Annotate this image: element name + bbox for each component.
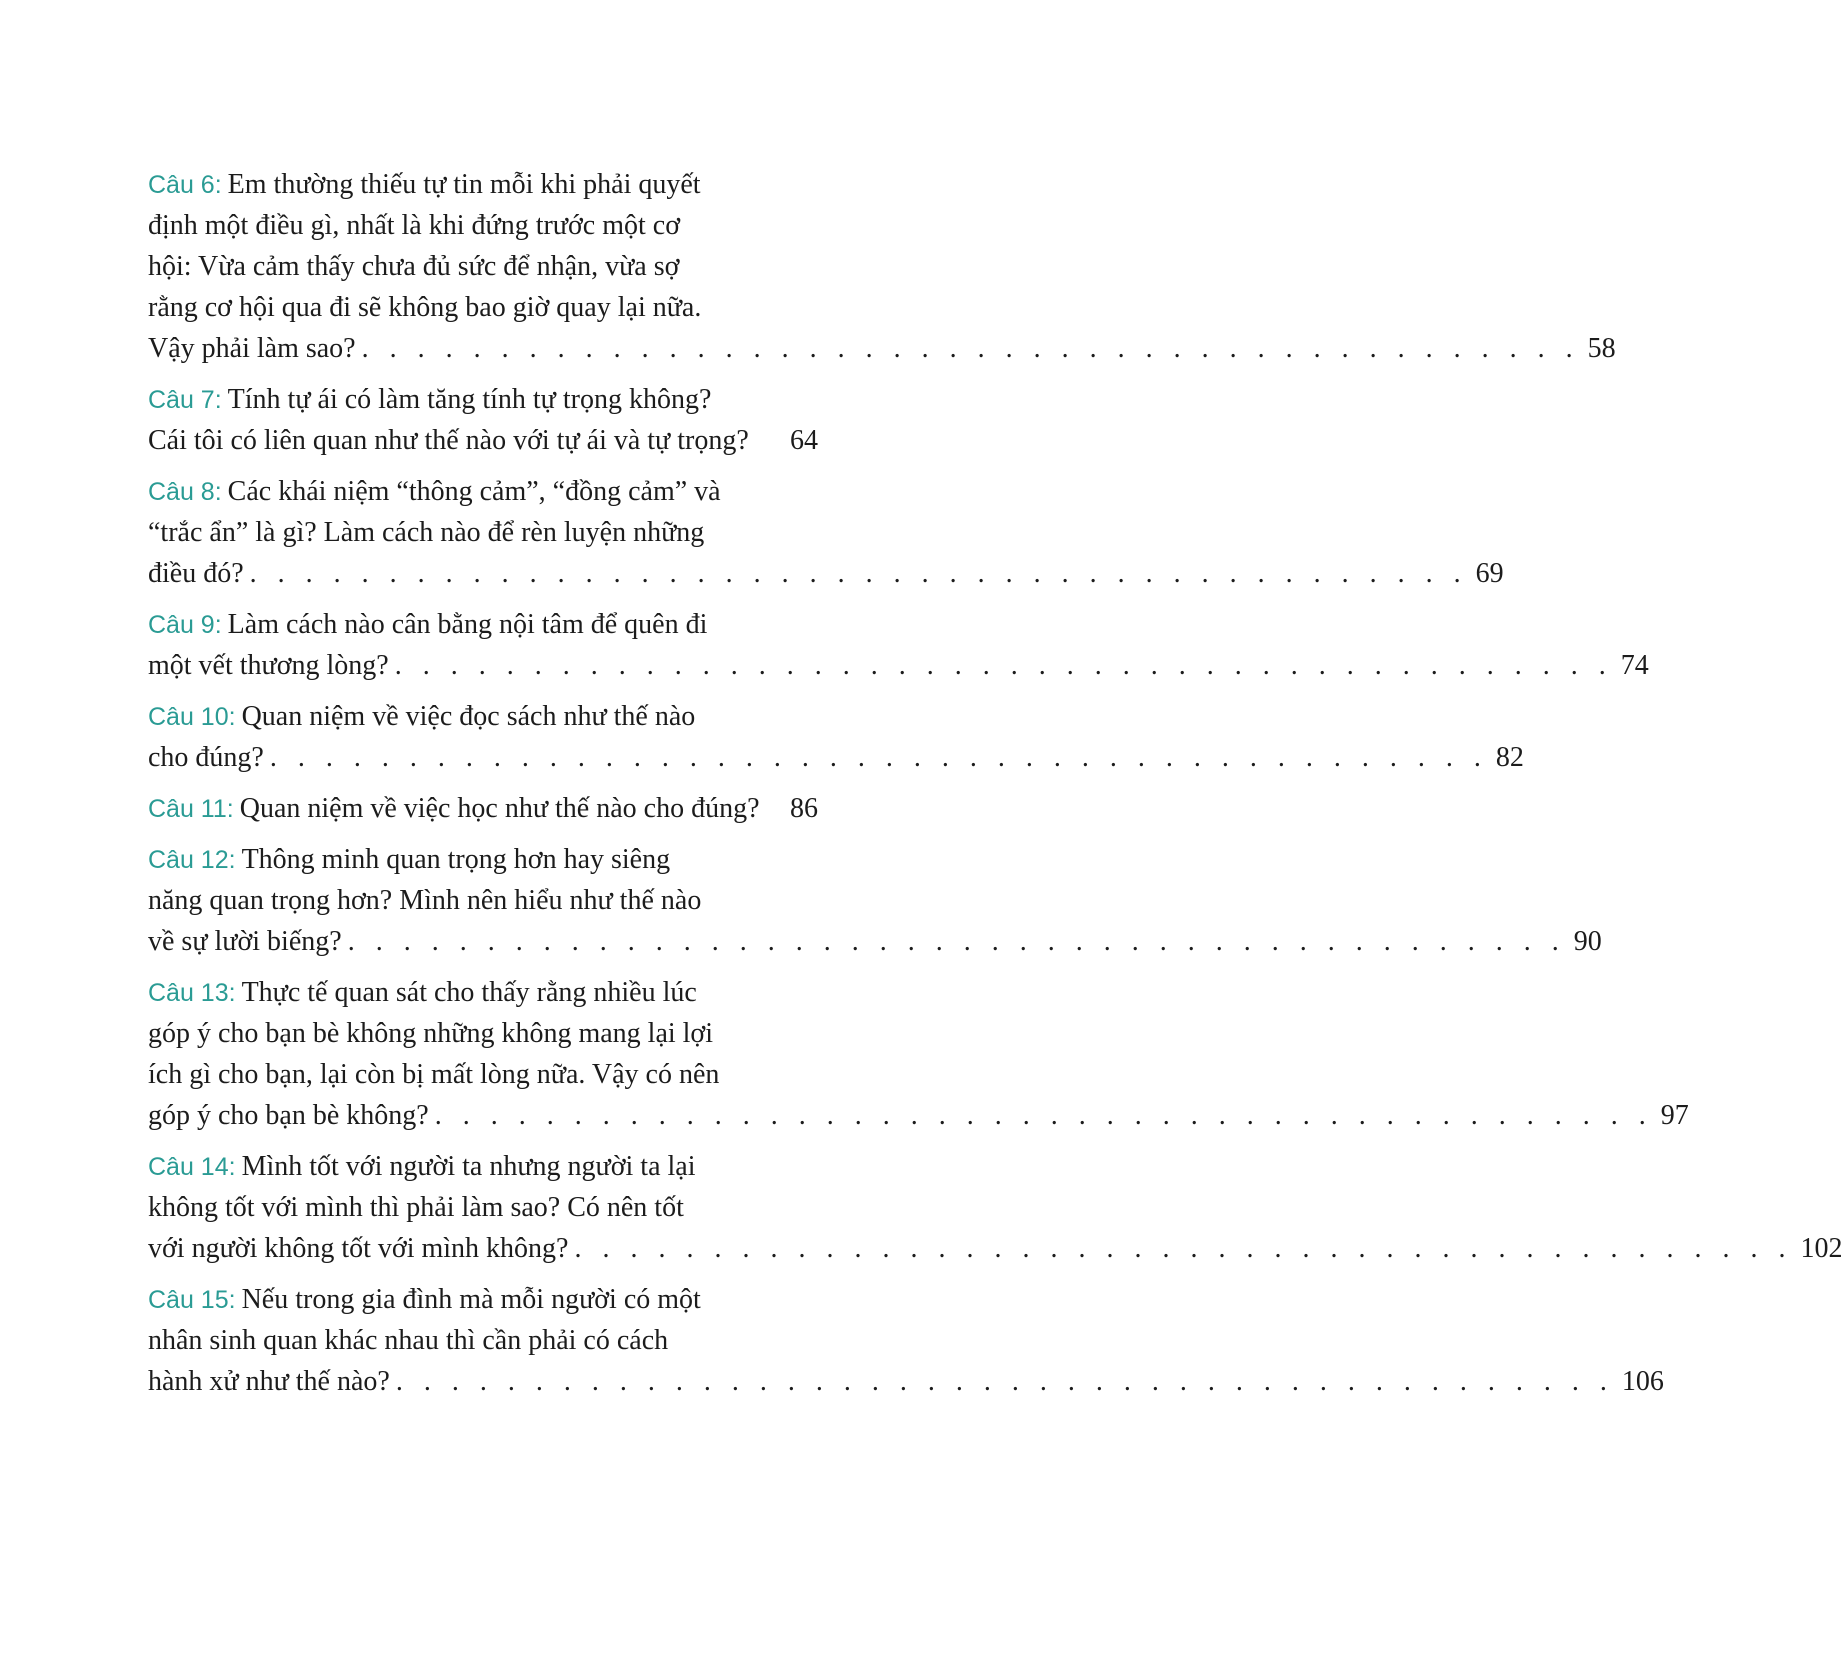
page-number: 102 xyxy=(1800,1233,1842,1264)
page-number: 69 xyxy=(1475,558,1504,589)
page-number: 74 xyxy=(1620,650,1649,681)
question-label: Câu 12: xyxy=(148,846,236,874)
question-text: Cái tôi có liên quan như thế nào với tự ái và tự trọng? xyxy=(148,425,749,456)
question-label: Câu 13: xyxy=(148,979,236,1007)
toc-entry[interactable] xyxy=(148,1146,1842,1269)
toc-entry-line xyxy=(148,1279,818,1320)
question-text: nhân sinh quan khác nhau thì cần phải có cách xyxy=(148,1325,669,1356)
page-number: 82 xyxy=(1495,742,1524,773)
toc-entry-line xyxy=(148,737,1524,778)
page-number: 86 xyxy=(790,793,818,824)
question-text: về sự lười biếng? xyxy=(148,926,342,957)
table-of-contents xyxy=(148,164,1842,1412)
question-text: cho đúng? xyxy=(148,742,264,773)
toc-entry-line xyxy=(148,972,818,1013)
page-number: 64 xyxy=(790,425,818,456)
question-text: không tốt với mình thì phải làm sao? Có nên tốt xyxy=(148,1192,684,1223)
page-number: 97 xyxy=(1660,1100,1689,1131)
question-text: Tính tự ái có làm tăng tính tự trọng không? xyxy=(227,384,712,415)
toc-entry-line xyxy=(148,1187,818,1228)
toc-entry-line xyxy=(148,788,818,829)
question-text: Làm cách nào cân bằng nội tâm để quên đi xyxy=(227,609,708,640)
question-text: Em thường thiếu tự tin mỗi khi phải quyết xyxy=(227,169,701,200)
question-label: Câu 7: xyxy=(148,386,222,414)
toc-entry-line xyxy=(148,1013,818,1054)
question-text: điều đó? xyxy=(148,558,244,589)
toc-entry-line xyxy=(148,839,818,880)
question-text: ích gì cho bạn, lại còn bị mất lòng nữa. Vậy có nên xyxy=(148,1059,720,1090)
toc-entry-line xyxy=(148,328,1616,369)
toc-entry-line xyxy=(148,512,818,553)
toc-entry[interactable] xyxy=(148,471,1504,594)
question-text: Nếu trong gia đình mà mỗi người có một xyxy=(241,1284,701,1315)
question-text: Vậy phải làm sao? xyxy=(148,333,356,364)
toc-entry[interactable] xyxy=(148,788,818,829)
question-label: Câu 11: xyxy=(148,795,234,823)
toc-entry[interactable] xyxy=(148,839,1602,962)
question-text: định một điều gì, nhất là khi đứng trước một cơ xyxy=(148,210,680,241)
question-label: Câu 14: xyxy=(148,1153,236,1181)
question-text: Thông minh quan trọng hơn hay siêng xyxy=(241,844,671,875)
question-text: năng quan trọng hơn? Mình nên hiểu như thế nào xyxy=(148,885,702,916)
page-number: 58 xyxy=(1587,333,1616,364)
toc-entry[interactable] xyxy=(148,379,818,461)
dot-leader: . . . . . . . . . . . . . . . . . . . . . . . . . . . . . . . . . . . . . . . . . . . . xyxy=(574,1233,1793,1264)
toc-entry-line xyxy=(148,471,818,512)
dot-leader: . . . . . . . . . . . . . . . . . . . . . . . . . . . . . . . . . . . . . . . . . . . . xyxy=(394,650,1613,681)
dot-leader: . . . . . . . . . . . . . . . . . . . . . . . . . . . . . . . . . . . . . . . . . . . . xyxy=(249,558,1468,589)
question-text: góp ý cho bạn bè không những không mang lại lợi xyxy=(148,1018,714,1049)
question-text: Thực tế quan sát cho thấy rằng nhiều lúc xyxy=(241,977,697,1008)
toc-entry-line xyxy=(148,420,818,461)
toc-entry[interactable] xyxy=(148,696,1524,778)
toc-entry-line xyxy=(148,246,818,287)
question-label: Câu 9: xyxy=(148,611,222,639)
dot-leader: . . . . . . . . . . . . . . . . . . . . . . . . . . . . . . . . . . . . . . . . . . . . xyxy=(361,333,1580,364)
toc-entry-line xyxy=(148,880,818,921)
toc-entry-line xyxy=(148,164,818,205)
toc-entry-line xyxy=(148,696,818,737)
toc-entry[interactable] xyxy=(148,164,1616,369)
question-text: hành xử như thế nào? xyxy=(148,1366,390,1397)
question-text: một vết thương lòng? xyxy=(148,650,389,681)
question-text: “trắc ẩn” là gì? Làm cách nào để rèn luyện những xyxy=(148,517,705,548)
question-label: Câu 8: xyxy=(148,478,222,506)
question-text: góp ý cho bạn bè không? xyxy=(148,1100,429,1131)
toc-entry-line xyxy=(148,645,1649,686)
page-number: 106 xyxy=(1621,1366,1664,1397)
toc-entry-line xyxy=(148,1320,818,1361)
toc-entry-line xyxy=(148,287,818,328)
question-text: rằng cơ hội qua đi sẽ không bao giờ quay lại nữa. xyxy=(148,292,702,323)
question-text: Quan niệm về việc học như thế nào cho đúng? xyxy=(239,793,760,824)
page-number: 90 xyxy=(1573,926,1602,957)
toc-entry-line xyxy=(148,553,1504,594)
question-label: Câu 6: xyxy=(148,171,222,199)
toc-entry-line xyxy=(148,921,1602,962)
toc-entry-line xyxy=(148,604,818,645)
dot-leader: . . . . . . . . . . . . . . . . . . . . . . . . . . . . . . . . . . . . . . . . . . . . xyxy=(347,926,1566,957)
question-text: hội: Vừa cảm thấy chưa đủ sức để nhận, vừa sợ xyxy=(148,251,680,282)
toc-entry-line xyxy=(148,1146,818,1187)
dot-leader: . . . . . . . . . . . . . . . . . . . . . . . . . . . . . . . . . . . . . . . . . . . . xyxy=(269,742,1488,773)
toc-entry-line xyxy=(148,1095,1689,1136)
toc-entry-line xyxy=(148,1054,818,1095)
question-text: với người không tốt với mình không? xyxy=(148,1233,569,1264)
question-text: Các khái niệm “thông cảm”, “đồng cảm” và xyxy=(227,476,721,507)
toc-entry-line xyxy=(148,379,818,420)
dot-leader: . . . . . . . . . . . . . . . . . . . . . . . . . . . . . . . . . . . . . . . . . . . . xyxy=(395,1366,1614,1397)
toc-entry[interactable] xyxy=(148,1279,1664,1402)
question-label: Câu 10: xyxy=(148,703,236,731)
question-text: Mình tốt với người ta nhưng người ta lại xyxy=(241,1151,696,1182)
question-label: Câu 15: xyxy=(148,1286,236,1314)
dot-leader: . . . . . . . . . . . . . . . . . . . . . . . . . . . . . . . . . . . . . . . . . . . . xyxy=(434,1100,1653,1131)
toc-entry[interactable] xyxy=(148,972,1689,1136)
question-text: Quan niệm về việc đọc sách như thế nào xyxy=(241,701,696,732)
toc-entry[interactable] xyxy=(148,604,1649,686)
toc-entry-line xyxy=(148,1228,1842,1269)
toc-entry-line xyxy=(148,205,818,246)
toc-entry-line xyxy=(148,1361,1664,1402)
